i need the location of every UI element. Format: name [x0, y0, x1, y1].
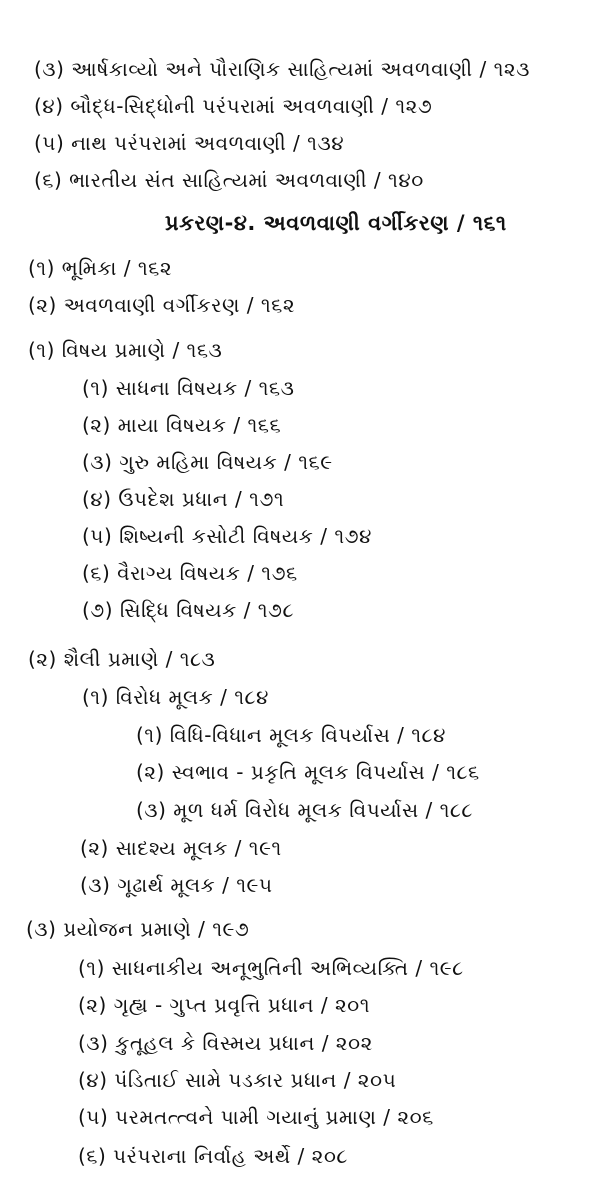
- toc-entry: (૨) અવળવાણી વર્ગીકરણ / ૧૬૨: [28, 293, 296, 317]
- toc-subentry: (૬) પરંપરાના નિર્વાહ અર્થે / ૨૦૮: [78, 1144, 348, 1168]
- toc-section: (૩) પ્રયોજન પ્રમાણે / ૧૯૭: [26, 917, 250, 941]
- toc-subentry: (૭) સિદ્ધિ વિષયક / ૧૭૮: [82, 598, 294, 622]
- toc-subentry: (૬) વૈરાગ્ય વિષયક / ૧૭૬: [82, 561, 298, 585]
- toc-subentry: (૧) સાધના વિષયક / ૧૬૩: [82, 376, 295, 400]
- toc-subentry: (૩) ગૂઢાર્થ મૂલક / ૧૯૫: [80, 873, 273, 897]
- toc-subentry: (૪) ઉપદેશ પ્રધાન / ૧૭૧: [82, 487, 285, 511]
- toc-subsubentry: (૨) સ્વભાવ - પ્રકૃતિ મૂલક વિપર્યાસ / ૧૮૬: [136, 760, 480, 784]
- toc-entry: (૧) ભૂમિકા / ૧૬૨: [28, 256, 173, 280]
- toc-subentry: (૨) ગૃહ્ય - ગુપ્ત પ્રવૃત્તિ પ્રધાન / ૨૦૧: [78, 993, 371, 1017]
- toc-subentry: (૫) શિષ્યની કસોટી વિષયક / ૧૭૪: [82, 524, 372, 548]
- toc-subentry: (૧) વિરોધ મૂલક / ૧૮૪: [82, 685, 269, 709]
- toc-subentry: (૪) પંડિતાઈ સામે પડકાર પ્રધાન / ૨૦૫: [78, 1068, 397, 1092]
- chapter-heading: પ્રકરણ-૪. અવળવાણી વર્ગીકરણ / ૧૬૧: [165, 211, 507, 235]
- toc-subsubentry: (૧) વિધિ-વિધાન મૂલક વિપર્યાસ / ૧૮૪: [136, 723, 446, 747]
- toc-subentry: (૫) પરમતત્ત્વને પામી ગયાનું પ્રમાણ / ૨૦૬: [78, 1105, 434, 1129]
- toc-subentry: (૩) કુતૂહલ કે વિસ્મય પ્રધાન / ૨૦૨: [78, 1031, 373, 1055]
- toc-section: (૧) વિષય પ્રમાણે / ૧૬૩: [28, 338, 223, 362]
- toc-entry: (૬) ભારતીય સંત સાહિત્યમાં અવળવાણી / ૧૪૦: [34, 168, 424, 192]
- toc-entry: (૪) બૌદ્ધ-સિદ્ધોની પરંપરામાં અવળવાણી / ૧૨૭: [34, 94, 433, 118]
- toc-subentry: (૧) સાધનાકીય અનૂભુતિની અભિવ્યક્તિ / ૧૯૮: [78, 956, 464, 980]
- toc-subentry: (૨) માયા વિષયક / ૧૬૬: [82, 413, 282, 437]
- toc-entry: (૩) આર્ષકાવ્યો અને પૌરાણિક સાહિત્યમાં અવળવાણી / ૧૨૩: [34, 57, 530, 81]
- toc-subentry: (૨) સાદશ્ય મૂલક / ૧૯૧: [80, 836, 282, 860]
- toc-section: (૨) શૈલી પ્રમાણે / ૧૮૩: [28, 647, 216, 671]
- toc-subsubentry: (૩) મૂળ ધર્મ વિરોધ મૂલક વિપર્યાસ / ૧૮૮: [136, 798, 473, 822]
- toc-subentry: (૩) ગુરુ મહિમા વિષયક / ૧૬૯: [82, 450, 333, 474]
- toc-entry: (૫) નાથ પરંપરામાં અવળવાણી / ૧૩૪: [34, 131, 345, 155]
